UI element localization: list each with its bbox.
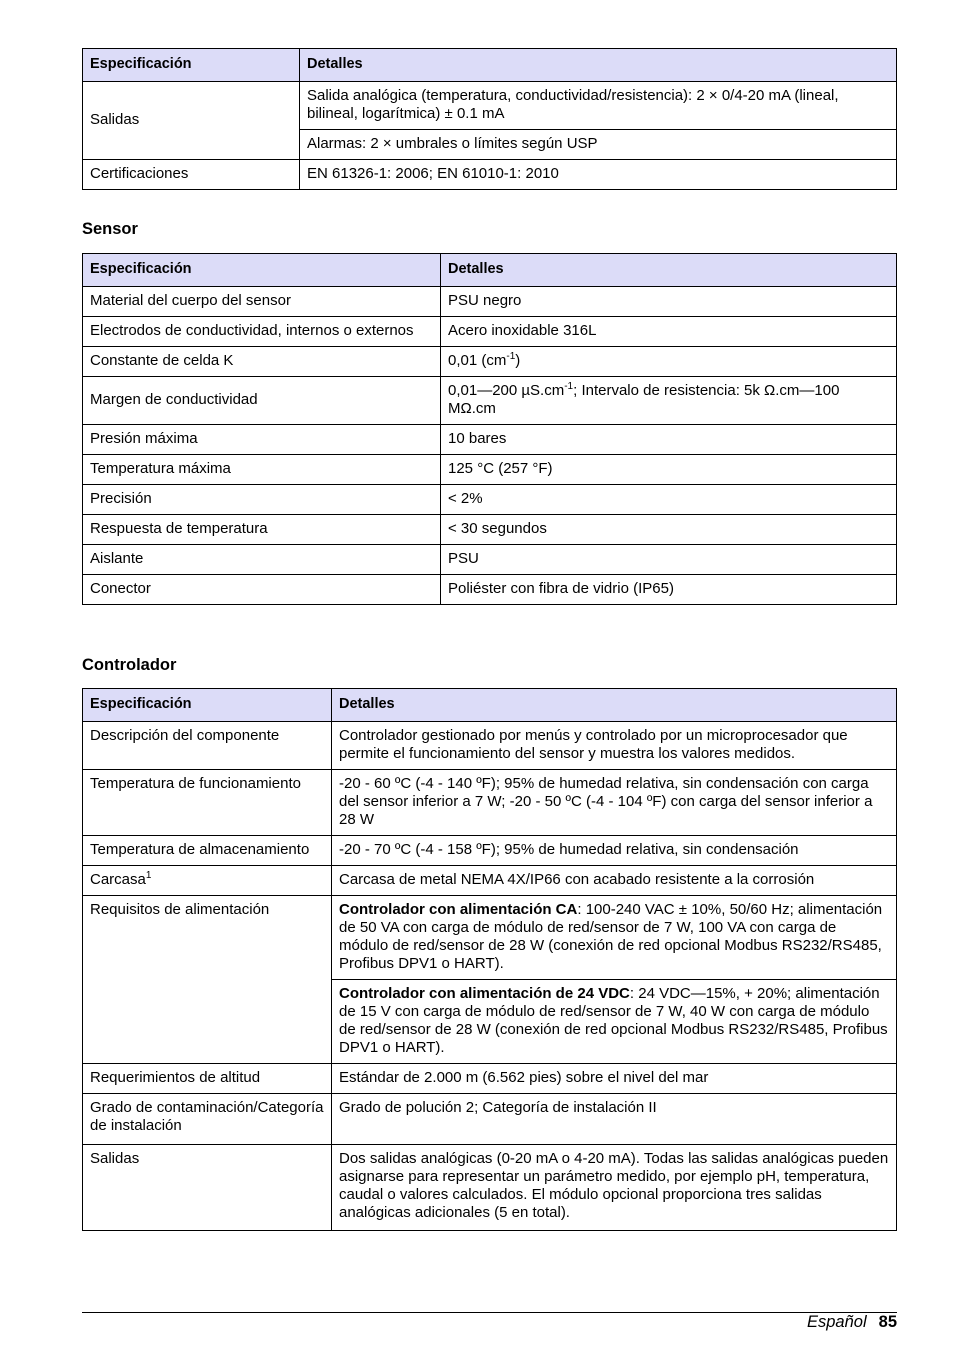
spec-cell: Certificaciones [83, 160, 300, 190]
page-footer [807, 1313, 897, 1332]
table-row [83, 545, 897, 575]
details-text: ) [515, 352, 521, 369]
spec-cell: Aislante [83, 545, 441, 575]
details-text: : 24 VDC—15%, + 20%; alimentación de 15 V con carga de módulo de red/sensor de 7 W, 40 W con carga de módulo de red/sensor de 28 W (conexión de red opcional Modbus RS232/RS485, Profibus DPV1 o HART). [339, 985, 888, 1056]
footnote-marker: 1 [145, 870, 152, 881]
table-row [83, 455, 897, 485]
spec-cell: Descripción del componente [83, 722, 332, 770]
spec-cell: Requisitos de alimentación [83, 896, 332, 1064]
table-header-row [83, 254, 897, 287]
spec-cell: Conector [83, 575, 441, 605]
details-cell: Dos salidas analógicas (0-20 mA o 4-20 mA). Todas las salidas analógicas pueden asignarse para representar un parámetro medido, por ejemplo pH, temperatura, caudal o valores calculados. El módulo opcional proporciona tres salidas analógicas adicionales (5 en total). [332, 1145, 897, 1231]
spec-cell: Temperatura de funcionamiento [83, 770, 332, 836]
table-row [83, 485, 897, 515]
footer-language: Español [807, 1313, 867, 1331]
outputs-certifications-table [82, 48, 897, 190]
details-cell: Alarmas: 2 × umbrales o límites según USP [300, 130, 897, 160]
superscript: -1 [506, 351, 516, 362]
spec-cell: Temperatura máxima [83, 455, 441, 485]
dc-power-label: Controlador con alimentación de 24 VDC [339, 985, 630, 1002]
table-row [83, 866, 897, 896]
details-cell: Acero inoxidable 316L [441, 317, 897, 347]
table-row [83, 1094, 897, 1145]
details-text: ; Intervalo de resistencia: 5k Ω.cm—100 MΩ.cm [448, 382, 840, 417]
spec-cell: Temperatura de almacenamiento [83, 836, 332, 866]
spec-cell: Presión máxima [83, 425, 441, 455]
details-text: 0,01 (cm [448, 352, 507, 369]
header-details: Detalles [332, 689, 897, 722]
table-row [83, 1064, 897, 1094]
header-spec: Especificación [83, 49, 300, 82]
spec-cell: Margen de conductividad [83, 377, 441, 425]
details-cell: < 2% [441, 485, 897, 515]
header-details: Detalles [441, 254, 897, 287]
spec-cell: Salidas [83, 82, 300, 160]
table-row [83, 1145, 897, 1231]
page-number: 85 [878, 1313, 897, 1331]
footer-divider [82, 1312, 897, 1313]
table-row [83, 347, 897, 377]
details-cell: Salida analógica (temperatura, conductividad/resistencia): 2 × 0/4-20 mA (lineal, bilineal, logarítmica) ± 0.1 mA [300, 82, 897, 130]
details-cell [441, 377, 897, 425]
table-row [83, 317, 897, 347]
spec-cell: Electrodos de conductividad, internos o externos [83, 317, 441, 347]
table-header-row [83, 49, 897, 82]
details-cell: 10 bares [441, 425, 897, 455]
table-row [83, 515, 897, 545]
table-row [83, 425, 897, 455]
spec-cell [83, 866, 332, 896]
table-row [83, 377, 897, 425]
details-cell: Controlador gestionado por menús y controlado por un microprocesador que permite el funcionamiento del sensor y muestra los valores medidos. [332, 722, 897, 770]
superscript: -1 [564, 381, 574, 392]
header-spec: Especificación [83, 689, 332, 722]
details-cell: Grado de polución 2; Categoría de instalación II [332, 1094, 897, 1145]
sensor-spec-table [82, 253, 897, 605]
table-row [83, 836, 897, 866]
header-details: Detalles [300, 49, 897, 82]
spec-cell: Material del cuerpo del sensor [83, 287, 441, 317]
header-spec: Especificación [83, 254, 441, 287]
controller-spec-table [82, 688, 897, 1231]
details-cell: PSU negro [441, 287, 897, 317]
details-cell: Carcasa de metal NEMA 4X/IP66 con acabado resistente a la corrosión [332, 866, 897, 896]
controller-section-title: Controlador [82, 656, 177, 674]
details-cell: Poliéster con fibra de vidrio (IP65) [441, 575, 897, 605]
details-cell: EN 61326-1: 2006; EN 61010-1: 2010 [300, 160, 897, 190]
table-row [83, 575, 897, 605]
table-row [83, 160, 897, 190]
details-cell: 125 °C (257 °F) [441, 455, 897, 485]
spec-cell: Requerimientos de altitud [83, 1064, 332, 1094]
table-header-row [83, 689, 897, 722]
table-row [83, 896, 897, 980]
spec-cell: Salidas [83, 1145, 332, 1231]
details-cell: PSU [441, 545, 897, 575]
details-text: 0,01—200 µS.cm [448, 382, 565, 399]
details-cell: -20 - 60 ºC (-4 - 140 ºF); 95% de humedad relativa, sin condensación con carga del sensor inferior a 7 W; -20 - 50 ºC (-4 - 104 ºF) con carga del sensor inferior a 28 W [332, 770, 897, 836]
spec-text: Carcasa [90, 871, 146, 888]
sensor-section-title: Sensor [82, 220, 138, 238]
table-row [83, 287, 897, 317]
table-row [83, 82, 897, 130]
details-cell [441, 347, 897, 377]
spec-cell: Respuesta de temperatura [83, 515, 441, 545]
details-cell [332, 896, 897, 980]
spec-cell: Precisión [83, 485, 441, 515]
table-row [83, 722, 897, 770]
ac-power-label: Controlador con alimentación CA [339, 901, 578, 918]
spec-cell: Grado de contaminación/Categoría de instalación [83, 1094, 332, 1145]
details-cell [332, 980, 897, 1064]
details-text: : 100-240 VAC ± 10%, 50/60 Hz; alimentación de 50 VA con carga de módulo de red/sensor de 7 W, 100 VA con carga de módulo de red/sensor de 28 W (conexión de red opcional Modbus RS232/RS485, Profibus DPV1 o HART). [339, 901, 883, 972]
details-cell: -20 - 70 ºC (-4 - 158 ºF); 95% de humedad relativa, sin condensación [332, 836, 897, 866]
table-row [83, 770, 897, 836]
details-cell: < 30 segundos [441, 515, 897, 545]
spec-cell: Constante de celda K [83, 347, 441, 377]
details-cell: Estándar de 2.000 m (6.562 pies) sobre el nivel del mar [332, 1064, 897, 1094]
